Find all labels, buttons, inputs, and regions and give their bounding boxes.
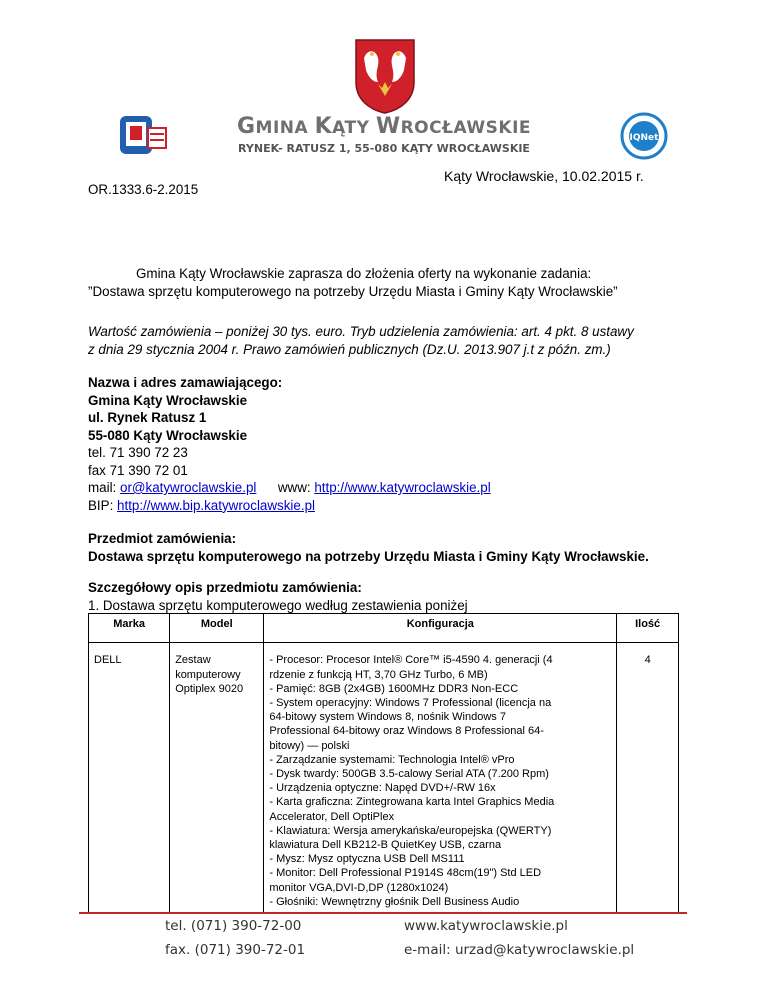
footer-divider [79,912,687,914]
brand-cell: DELL [89,643,170,913]
place-date: Kąty Wrocławskie, 10.02.2015 r. [444,168,644,184]
configuration-cell: - Procesor: Procesor Intel® Core™ i5-4590 4. generacji (4 rdzenie z funkcją HT, 3,70 GHz Turbo, 6 MB) - Pamięć: 8GB (2x4GB) 1600MHz DDR3 Non-ECC - System operacyjny: Windows 7 Professional (licencja na 64-bitowy system Windows 8, nośnik Windows 7 Professional 64-bitowy oraz Windows 8 Professional 64- bitowy) — polski - Zarządzanie systemami: Technologia Intel® vPro - Dysk twardy: 500GB 3.5-calowy Serial ATA (7.200 Rpm) - Urządzenia optyczne: Napęd DVD+/-RW 16x - Karta graficzna: Zintegrowana karta Intel Graphics Media Accelerator, Dell OptiPlex - Klawiatura: Wersja amerykańska/europejska (QWERTY) klawiatura Dell KB212-B QuietKey USB, czarna - Mysz: Mysz optyczna USB Dell MS111 - Monitor: Dell Professional P1914S 48cm(19") Std LED monitor VGA,DVI-D,DP (1280x1024) - Głośniki: Wewnętrzny głośnik Dell Business Audio [264,643,617,913]
www-link[interactable]: http://www.katywroclawskie.pl [314,480,491,495]
quantity-cell: 4 [617,643,679,913]
intro-paragraph: Gmina Kąty Wrocławskie zaprasza do złożenia oferty na wykonanie zadania: ”Dostawa sprzętu komputerowego na potrzeby Urzędu Miasta i Gminy Kąty Wrocławskie” [88,266,618,299]
contracting-bip-line: BIP: http://www.bip.katywroclawskie.pl [88,497,315,513]
column-header: Model [170,614,264,643]
column-header: Ilość [617,614,679,643]
footer-fax: fax. (071) 390-72-01 [165,942,306,958]
order-details: Szczegółowy opis przedmiotu zamówienia: 1. Dostawa sprzętu komputerowego według zestawienia poniżej [88,580,468,613]
model-cell: Zestaw komputerowy Optiplex 9020 [170,643,264,913]
reference-number: OR.1333.6-2.2015 [88,182,199,197]
column-header: Konfiguracja [264,614,617,643]
footer-email: e-mail: urzad@katywroclawskie.pl [404,942,635,958]
footer-www: www.katywroclawskie.pl [404,918,568,934]
municipality-title: GMINA KĄTY WROCŁAWSKIE [236,114,532,139]
table-row [89,643,679,913]
order-subject: Przedmiot zamówienia: Dostawa sprzętu komputerowego na potrzeby Urzędu Miasta i Gminy Kąty Wrocławskie. [88,531,649,564]
municipality-address: RYNEK- RATUSZ 1, 55-080 KĄTY WROCŁAWSKIE [238,142,530,155]
email-link[interactable]: or@katywroclawskie.pl [120,480,257,495]
contracting-street: ul. Rynek Ratusz 1 [88,410,207,425]
table-header-row [89,614,679,643]
contracting-heading: Nazwa i adres zamawiającego: [88,375,283,390]
certificate-label: IQNet [629,133,659,143]
contracting-name: Gmina Kąty Wrocławskie [88,392,248,408]
equipment-table [88,613,679,913]
footer-tel: tel. (071) 390-72-00 [165,918,302,934]
iqnet-certificate-icon [620,112,668,160]
contracting-fax: fax 71 390 72 01 [88,462,188,478]
contracting-city: 55-080 Kąty Wrocławskie [88,427,248,443]
bip-link[interactable]: http://www.bip.katywroclawskie.pl [117,497,315,513]
order-value-note: Wartość zamówienia – poniżej 30 tys. euro. Tryb udzielenia zamówienia: art. 4 pkt. 8 ustawy z dnia 29 stycznia 2004 r. Prawo zamówień publicznych (Dz.U. 2013.907 j.t z późn. zm.) [88,324,634,357]
office-emblem-icon [118,112,170,158]
column-header: Marka [89,614,170,643]
contracting-authority [88,374,688,514]
contracting-tel: tel. 71 390 72 23 [88,445,188,460]
coat-of-arms-logo [354,38,416,114]
contracting-mail-line: mail: or@katywroclawskie.pl www: http://www.katywroclawskie.pl [88,480,491,495]
